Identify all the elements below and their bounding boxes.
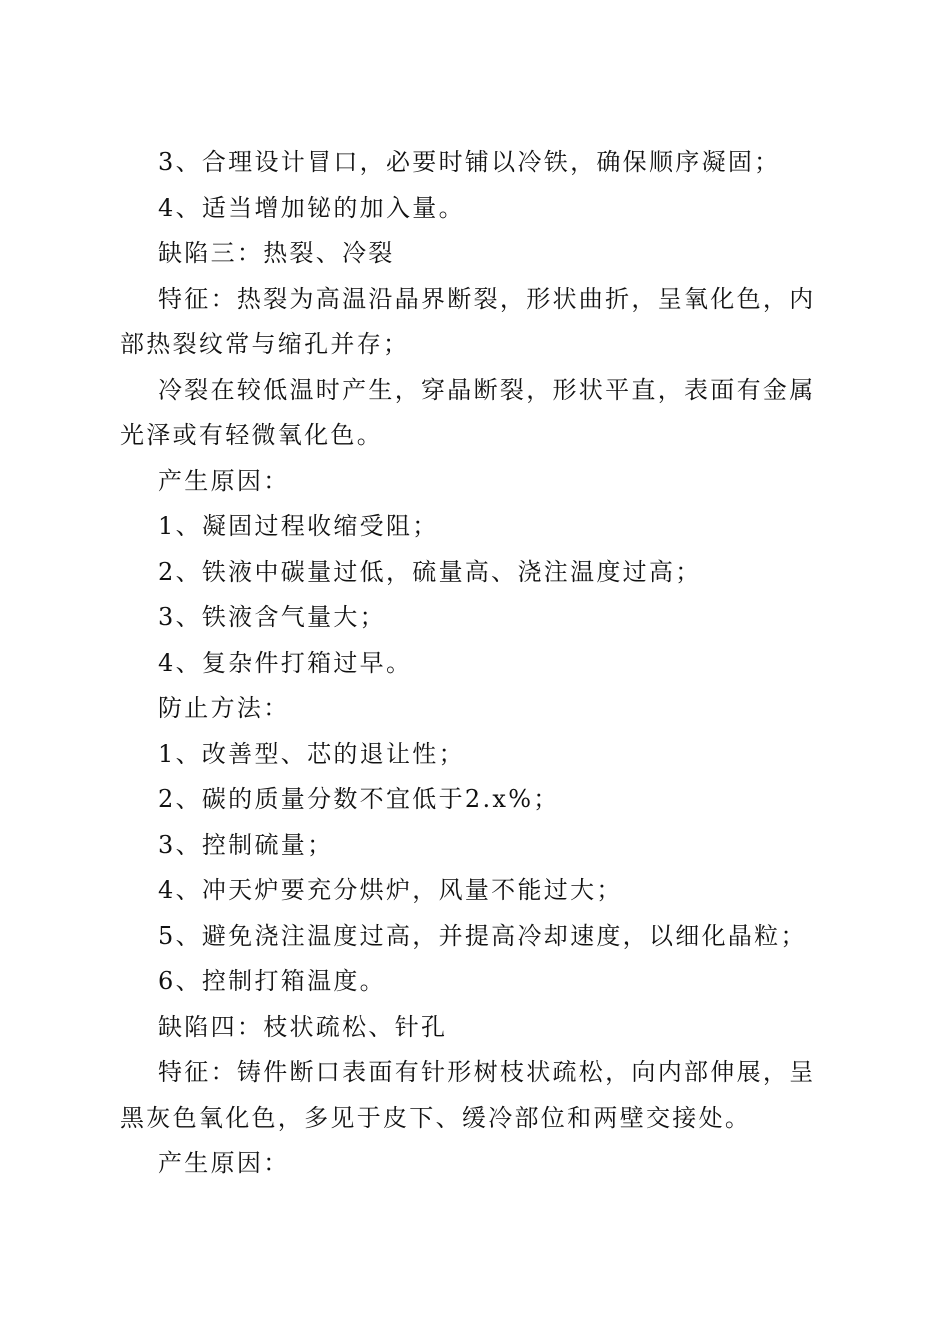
document-body [120, 140, 825, 1187]
list-item: 3、铁液含气量大； [158, 603, 386, 631]
list-item: 5、避免浇注温度过高，并提高冷却速度，以细化晶粒； [158, 921, 807, 950]
list-item: 3、控制硫量； [158, 830, 334, 859]
list-item: 6、控制打箱温度。 [158, 967, 386, 995]
paragraph: 特征：铸件断口表面有针形树枝状疏松，向内部伸展，呈黑灰色氧化色，多见于皮下、缓冷部位和两壁交接处。 [120, 1058, 816, 1132]
section-heading: 缺陷三：热裂、冷裂 [158, 239, 395, 267]
list-item: 3、合理设计冒口，必要时铺以冷铁，确保顺序凝固； [158, 148, 781, 176]
list-item: 2、碳的质量分数不宜低于2.x%； [158, 785, 560, 813]
subheading: 产生原因： [158, 466, 290, 495]
paragraph: 特征：热裂为高温沿晶界断裂，形状曲折，呈氧化色，内部热裂纹常与缩孔并存； [120, 284, 816, 358]
subheading: 产生原因： [158, 1149, 290, 1177]
paragraph: 冷裂在较低温时产生，穿晶断裂，形状平直，表面有金属光泽或有轻微氧化色。 [120, 375, 816, 449]
list-item: 4、冲天炉要充分烘炉，风量不能过大； [158, 876, 623, 904]
list-item: 4、适当增加铋的加入量。 [158, 193, 465, 222]
list-item: 2、铁液中碳量过低，硫量高、浇注温度过高； [158, 557, 702, 586]
list-item: 1、改善型、芯的退让性； [158, 739, 465, 768]
subheading: 防止方法： [158, 694, 290, 722]
list-item: 4、复杂件打箱过早。 [158, 648, 413, 677]
section-heading: 缺陷四：枝状疏松、针孔 [158, 1012, 448, 1041]
list-item: 1、凝固过程收缩受阻； [158, 512, 439, 540]
